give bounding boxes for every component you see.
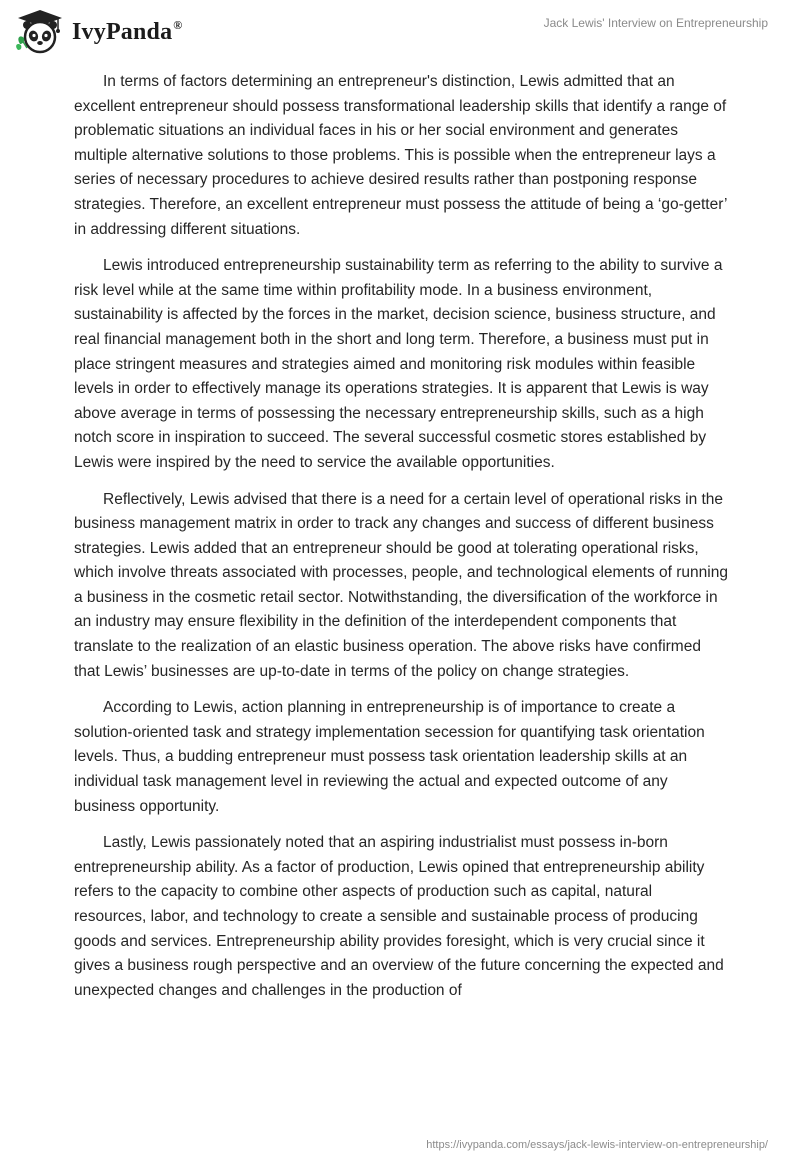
paragraph: In terms of factors determining an entrepreneur's distinction, Lewis admitted that an excellent entrepreneur should possess transformational leadership skills that identify a range of problematic situations an individual faces in his or her social environment and generates multiple alternative solutions to those problems. This is possible when the entrepreneur lays a series of necessary procedures to achieve desired results rather than postponing response strategies. Therefore, an excellent entrepreneur must possess the attitude of being a ‘go-getter’ in addressing different situations. (74, 73, 727, 238)
paragraph: Reflectively, Lewis advised that there is a need for a certain level of operational risks in the business management matrix in order to track any changes and success of different business strategies. Lewis added that an entrepreneur should be good at tolerating operational risks, which involve threats associated with processes, people, and technological elements of running a business in the cosmetic retail sector. Notwithstanding, the diversification of the workforce in an industry may ensure flexibility in the definition of the interdependent components that translate to the realization of an elastic business operation. The above risks have confirmed that Lewis’ businesses are up-to-date in terms of the policy on change strategies. (74, 490, 728, 680)
paragraph: Lewis introduced entrepreneurship sustainability term as referring to the ability to survive a risk level while at the same time within profitability mode. In a business environment, sustainability is affected by the forces in the market, decision science, business structure, and real financial management both in the short and long term. Therefore, a business must put in place stringent measures and strategies aimed and monitoring risk modules within feasible levels in order to effectively manage its operations strategies. It is apparent that Lewis is way above average in terms of possessing the necessary entrepreneurship skills, such as a high notch score in inspiration to succeed. The several successful cosmetic stores established by Lewis were inspired by the need to service the available opportunities. (74, 257, 723, 471)
paragraph: According to Lewis, action planning in entrepreneurship is of importance to create a solution-oriented task and strategy implementation secession for quantifying task orientation levels. Thus, a budding entrepreneur must possess task orientation leadership skills at an individual task management level in reviewing the actual and expected outcome of any business opportunity. (74, 699, 705, 815)
essay-body (74, 70, 728, 1015)
ivypanda-logo[interactable] (14, 8, 182, 56)
brand-name: IvyPanda® (72, 18, 183, 45)
source-url-link[interactable]: https://ivypanda.com/essays/jack-lewis-interview-on-entrepreneurship/ (426, 1139, 768, 1151)
panda-icon (14, 8, 66, 56)
paragraph: Lastly, Lewis passionately noted that an aspiring industrialist must possess in-born entrepreneurship ability. As a factor of production, Lewis opined that entrepreneurship ability refers to the capacity to combine other aspects of production such as capital, natural resources, labor, and technology to create a sensible and sustainable process of producing goods and services. Entrepreneurship ability provides foresight, which is very crucial since it gives a business rough perspective and an overview of the future concerning the expected and unexpected changes and challenges in the production of (74, 834, 724, 999)
page-header (0, 0, 800, 70)
registered-mark: ® (173, 18, 183, 32)
document-title: Jack Lewis' Interview on Entrepreneurship (543, 16, 768, 30)
